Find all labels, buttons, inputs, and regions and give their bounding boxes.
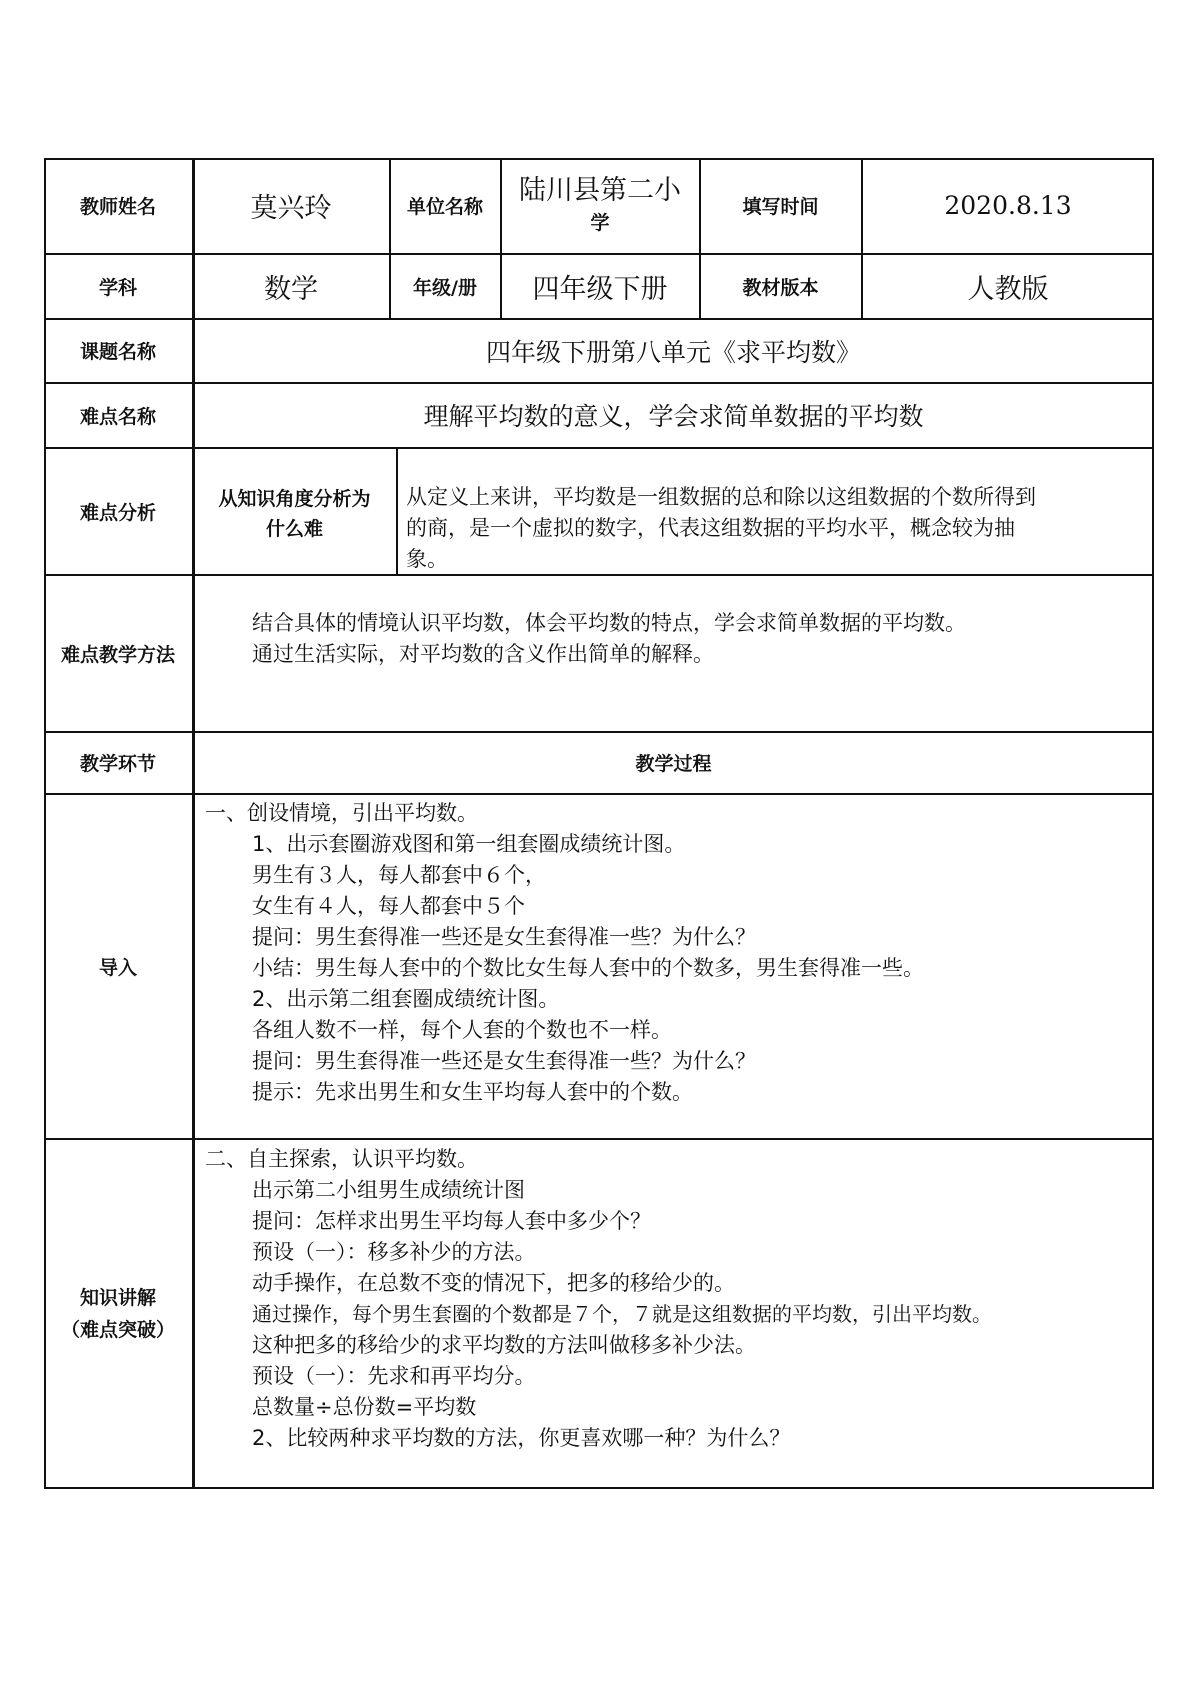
subject-value: 数学	[264, 273, 318, 305]
intro-label: 导入	[98, 956, 137, 979]
method-line: 通过生活实际，对平均数的含义作出简单的解释。	[252, 642, 714, 666]
grade-label: 年级/册	[413, 276, 477, 299]
edition-label: 教材版本	[742, 276, 819, 299]
knowledge-label-line2: （难点突破）	[60, 1319, 175, 1341]
analysis-sub-label	[193, 448, 396, 574]
knowledge-label-line1: 知识讲解	[79, 1287, 156, 1309]
intro-line: 2、出示第二组套圈成绩统计图。	[252, 987, 560, 1011]
knowledge-text	[205, 1144, 1150, 1454]
analysis-line: 的商，是一个虚拟的数字，代表这组数据的平均水平，概念较为抽	[406, 516, 1015, 540]
stage-header: 教学环节	[79, 753, 156, 775]
row-divider	[44, 1138, 1154, 1140]
intro-line: 提问：男生套得准一些还是女生套得准一些？为什么？	[252, 925, 756, 949]
intro-line: 提问：男生套得准一些还是女生套得准一些？为什么？	[252, 1049, 756, 1073]
knowledge-label	[44, 1139, 192, 1489]
knowledge-line: 通过操作，每个男生套圈的个数都是７个，７就是这组数据的平均数，引出平均数。	[252, 1302, 992, 1326]
grade-value: 四年级下册	[532, 273, 668, 305]
intro-line: 男生有３人，每人都套中６个，	[252, 863, 546, 887]
knowledge-line: 总数量÷总份数=平均数	[252, 1395, 477, 1419]
analysis-sub-label-line1: 从知识角度分析为	[218, 488, 371, 510]
unit-value-line1: 陆川县第二小	[519, 175, 681, 206]
column-divider	[396, 447, 398, 574]
analysis-sub-label-line2: 什么难	[265, 518, 323, 540]
analysis-line: 象。	[406, 547, 448, 571]
intro-line: 一、创设情境，引出平均数。	[205, 801, 478, 825]
analysis-text	[406, 482, 1150, 575]
unit-value	[501, 158, 699, 253]
subject-label: 学科	[98, 276, 137, 299]
knowledge-line: 预设（一）：先求和再平均分。	[252, 1364, 536, 1388]
difficulty-value: 理解平均数的意义，学会求简单数据的平均数	[423, 402, 924, 431]
topic-label: 课题名称	[79, 341, 156, 363]
knowledge-line: 预设（一）：移多补少的方法。	[252, 1240, 536, 1264]
analysis-line: 从定义上来讲，平均数是一组数据的总和除以这组数据的个数所得到	[406, 485, 1036, 509]
knowledge-line: 2、比较两种求平均数的方法，你更喜欢哪一种？为什么？	[252, 1426, 791, 1450]
method-line: 结合具体的情境认识平均数，体会平均数的特点，学会求简单数据的平均数。	[252, 611, 966, 635]
edition-value: 人教版	[967, 273, 1049, 305]
intro-line: 女生有４人，每人都套中５个	[252, 894, 525, 918]
intro-line: 小结：男生每人套中的个数比女生每人套中的个数多，男生套得准一些。	[252, 956, 924, 980]
method-label: 难点教学方法	[60, 643, 175, 666]
method-text	[252, 608, 1142, 670]
intro-line: 提示：先求出男生和女生平均每人套中的个数。	[252, 1080, 693, 1104]
knowledge-line: 提问：怎样求出男生平均每人套中多少个？	[252, 1209, 651, 1233]
intro-text	[205, 798, 1150, 1108]
process-header: 教学过程	[635, 753, 712, 775]
analysis-label: 难点分析	[79, 501, 156, 524]
knowledge-line: 出示第二小组男生成绩统计图	[252, 1178, 525, 1202]
teacher-label: 教师姓名	[79, 196, 156, 218]
unit-value-line2: 学	[590, 212, 610, 234]
knowledge-line: 动手操作，在总数不变的情况下，把多的移给少的。	[252, 1271, 735, 1295]
date-value: 2020.8.13	[944, 191, 1072, 220]
difficulty-label: 难点名称	[79, 405, 156, 428]
row-divider	[44, 793, 1154, 795]
knowledge-line: 二、自主探索，认识平均数。	[205, 1147, 478, 1171]
topic-value: 四年级下册第八单元《求平均数》	[485, 337, 861, 367]
intro-line: 各组人数不一样，每个人套的个数也不一样。	[252, 1018, 672, 1042]
teacher-value: 莫兴玲	[250, 193, 332, 224]
intro-line: 1、出示套圈游戏图和第一组套圈成绩统计图。	[252, 832, 686, 856]
date-label: 填写时间	[742, 196, 819, 218]
knowledge-line: 这种把多的移给少的求平均数的方法叫做移多补少法。	[252, 1333, 756, 1357]
unit-label: 单位名称	[406, 196, 483, 218]
